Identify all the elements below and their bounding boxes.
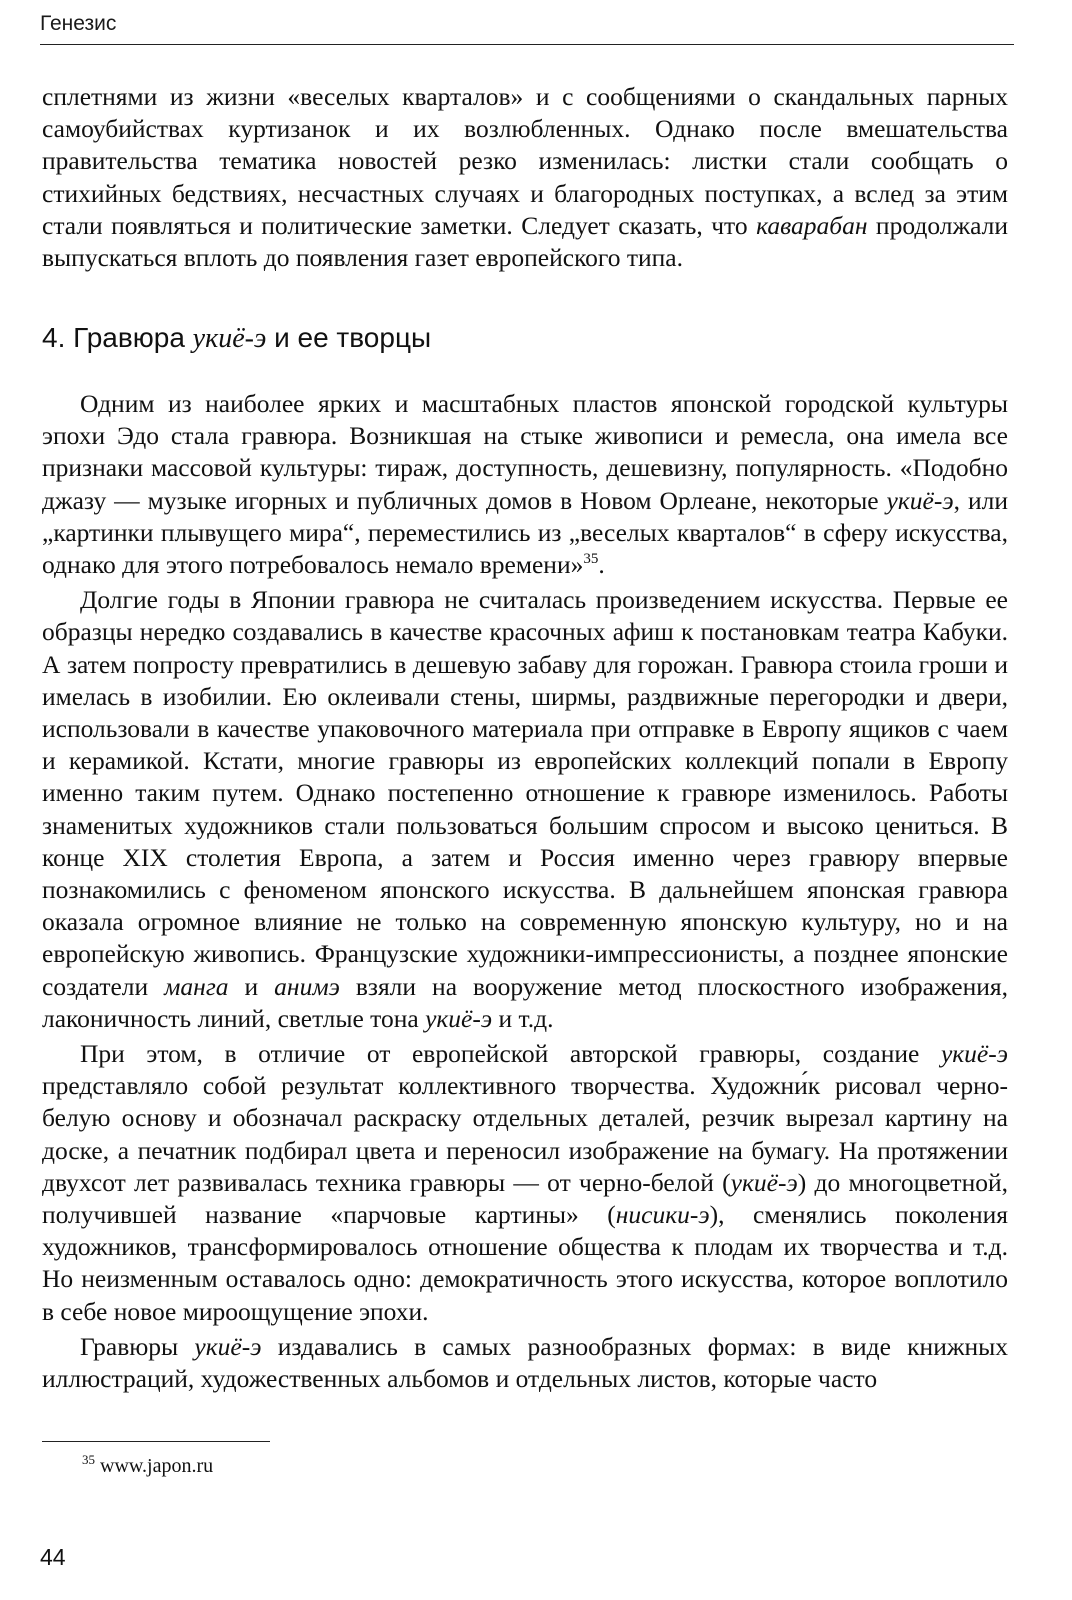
main-text-block [42,388,1008,1395]
text-run: и т.д. [492,1003,554,1033]
text-run: ) до многоцветной, получившей название «парчовые картины» ( [42,1167,1008,1230]
footnote-number: 35 [82,1452,95,1467]
text-run: , или „картинки плывущего мира“, переместились из „веселых кварталов“ в сферу искусства, однако для этого потребовалось немало времени» [42,485,1008,580]
text-run: сплетнями из жизни «веселых кварталов» и с сообщениями о скандальных парных самоубийствах куртизанок и их возлюбленных. Однако после вмешательства правительства тематика новостей резко изменилась: листки стали сообщать о стихийных бедствиях, несчастных случаях и благородных поступках, а вслед за этим стали появляться и политические заметки. Следует сказать, что [42,82,1008,240]
header-rule [40,44,1014,45]
section-heading [42,322,431,355]
text-run: издавались в самых разнообразных формах: в виде книжных иллюстраций, художественных альбомов и отдельных листов, которые часто [42,1331,1008,1394]
text-run: Долгие годы в Японии гравюра не считалась произведением искусства. Первые ее образцы нередко создавались в качестве красочных афиш к постановкам театра Кабуки. А затем попросту превратились в дешевую забаву для горожан. Гравюра стоила гроши и имелась в изобилии. Ею оклеивали стены, ширмы, раздвижные перегородки и двери, использовали в качестве упаковочного материала при отправке в Европу ящиков с чаем и керамикой. Кстати, многие гравюры из европейских коллекций попали в Европу именно таким путем. Однако постепенно отношение к гравюре изменилось. Работы знаменитых художников стали пользоваться большим спросом и высоко цениться. В конце XIX столетия Европа, а затем и Россия именно через гравюру впервые познакомились с феноменом японского искусства. В дальнейшем японская гравюра оказала огромное влияние не только на современную японскую культуру, но и на европейскую живопись. Французские художники-импрессионисты, а позднее японские создатели [42,585,1008,1001]
text-run: Одним из наиболее ярких и масштабных пластов японской городской культуры эпохи Эдо стала гравюра. Возникшая на стыке живописи и ремесла, она имела все признаки массовой культуры: тираж, доступность, дешевизну, популярность. «Подобно джазу — музыке игорных и публичных домов в Новом Орлеане, некоторые [42,389,1008,515]
paragraph-2 [42,584,1008,1035]
intro-paragraph [42,81,1008,274]
italic-term: укиё-э [194,1331,262,1361]
text-run: . [598,550,605,580]
italic-term: укиё-э [940,1039,1008,1069]
italic-term: каварабан [756,210,868,240]
text-run: При этом, в отличие от европейской авторской гравюры, создание [80,1039,941,1069]
italic-term: нисики-э [615,1200,710,1230]
text-run: представляло собой результат коллективного творчества. Художни́к рисовал черно-белую основу и обозначал раскраску отдельных деталей, резчик вырезал картину на доске, а печатник подбирал цвета и переносил изображение на бумагу. На протяжении двухсот лет развивалась техника гравюры — от черно-белой ( [42,1071,1008,1197]
page-number: 44 [40,1544,66,1570]
italic-term: анимэ [274,971,340,1001]
text-run: взяли на вооружение метод плоскостного изображения, лаконичность линий, светлые тона [42,971,1008,1033]
paragraph-4 [42,1331,1008,1395]
italic-term: укиё-э [730,1167,798,1197]
paragraph-3 [42,1038,1008,1328]
italic-term: укиё-э [425,1003,493,1033]
running-header: Генезис [40,12,117,35]
italic-term: манга [164,971,229,1001]
intro-text-block [42,81,1008,274]
section-heading-number: 4. Гравюра [42,322,193,353]
footnote-ref: 35 [583,551,599,568]
footnote-text: www.japon.ru [95,1455,214,1477]
footnote [82,1454,213,1478]
text-run: ), сменялись поколения художников, трансформировалось отношение общества к плодам их творчества и т.д. Но неизменным оставалось одно: демократичность этого искусства, которое воплотило в себе новое мироощущение эпохи. [42,1200,1008,1326]
section-heading-italic: укиё-э [192,323,267,354]
italic-term: укиё-э [886,485,954,515]
text-run: продолжали выпускаться вплоть до появления газет европейского типа. [42,210,1008,273]
footnote-rule [42,1441,270,1442]
text-run: и [228,971,275,1001]
paragraph-1 [42,388,1008,581]
section-heading-rest: и ее творцы [266,322,432,353]
text-run: Гравюры [80,1331,195,1361]
